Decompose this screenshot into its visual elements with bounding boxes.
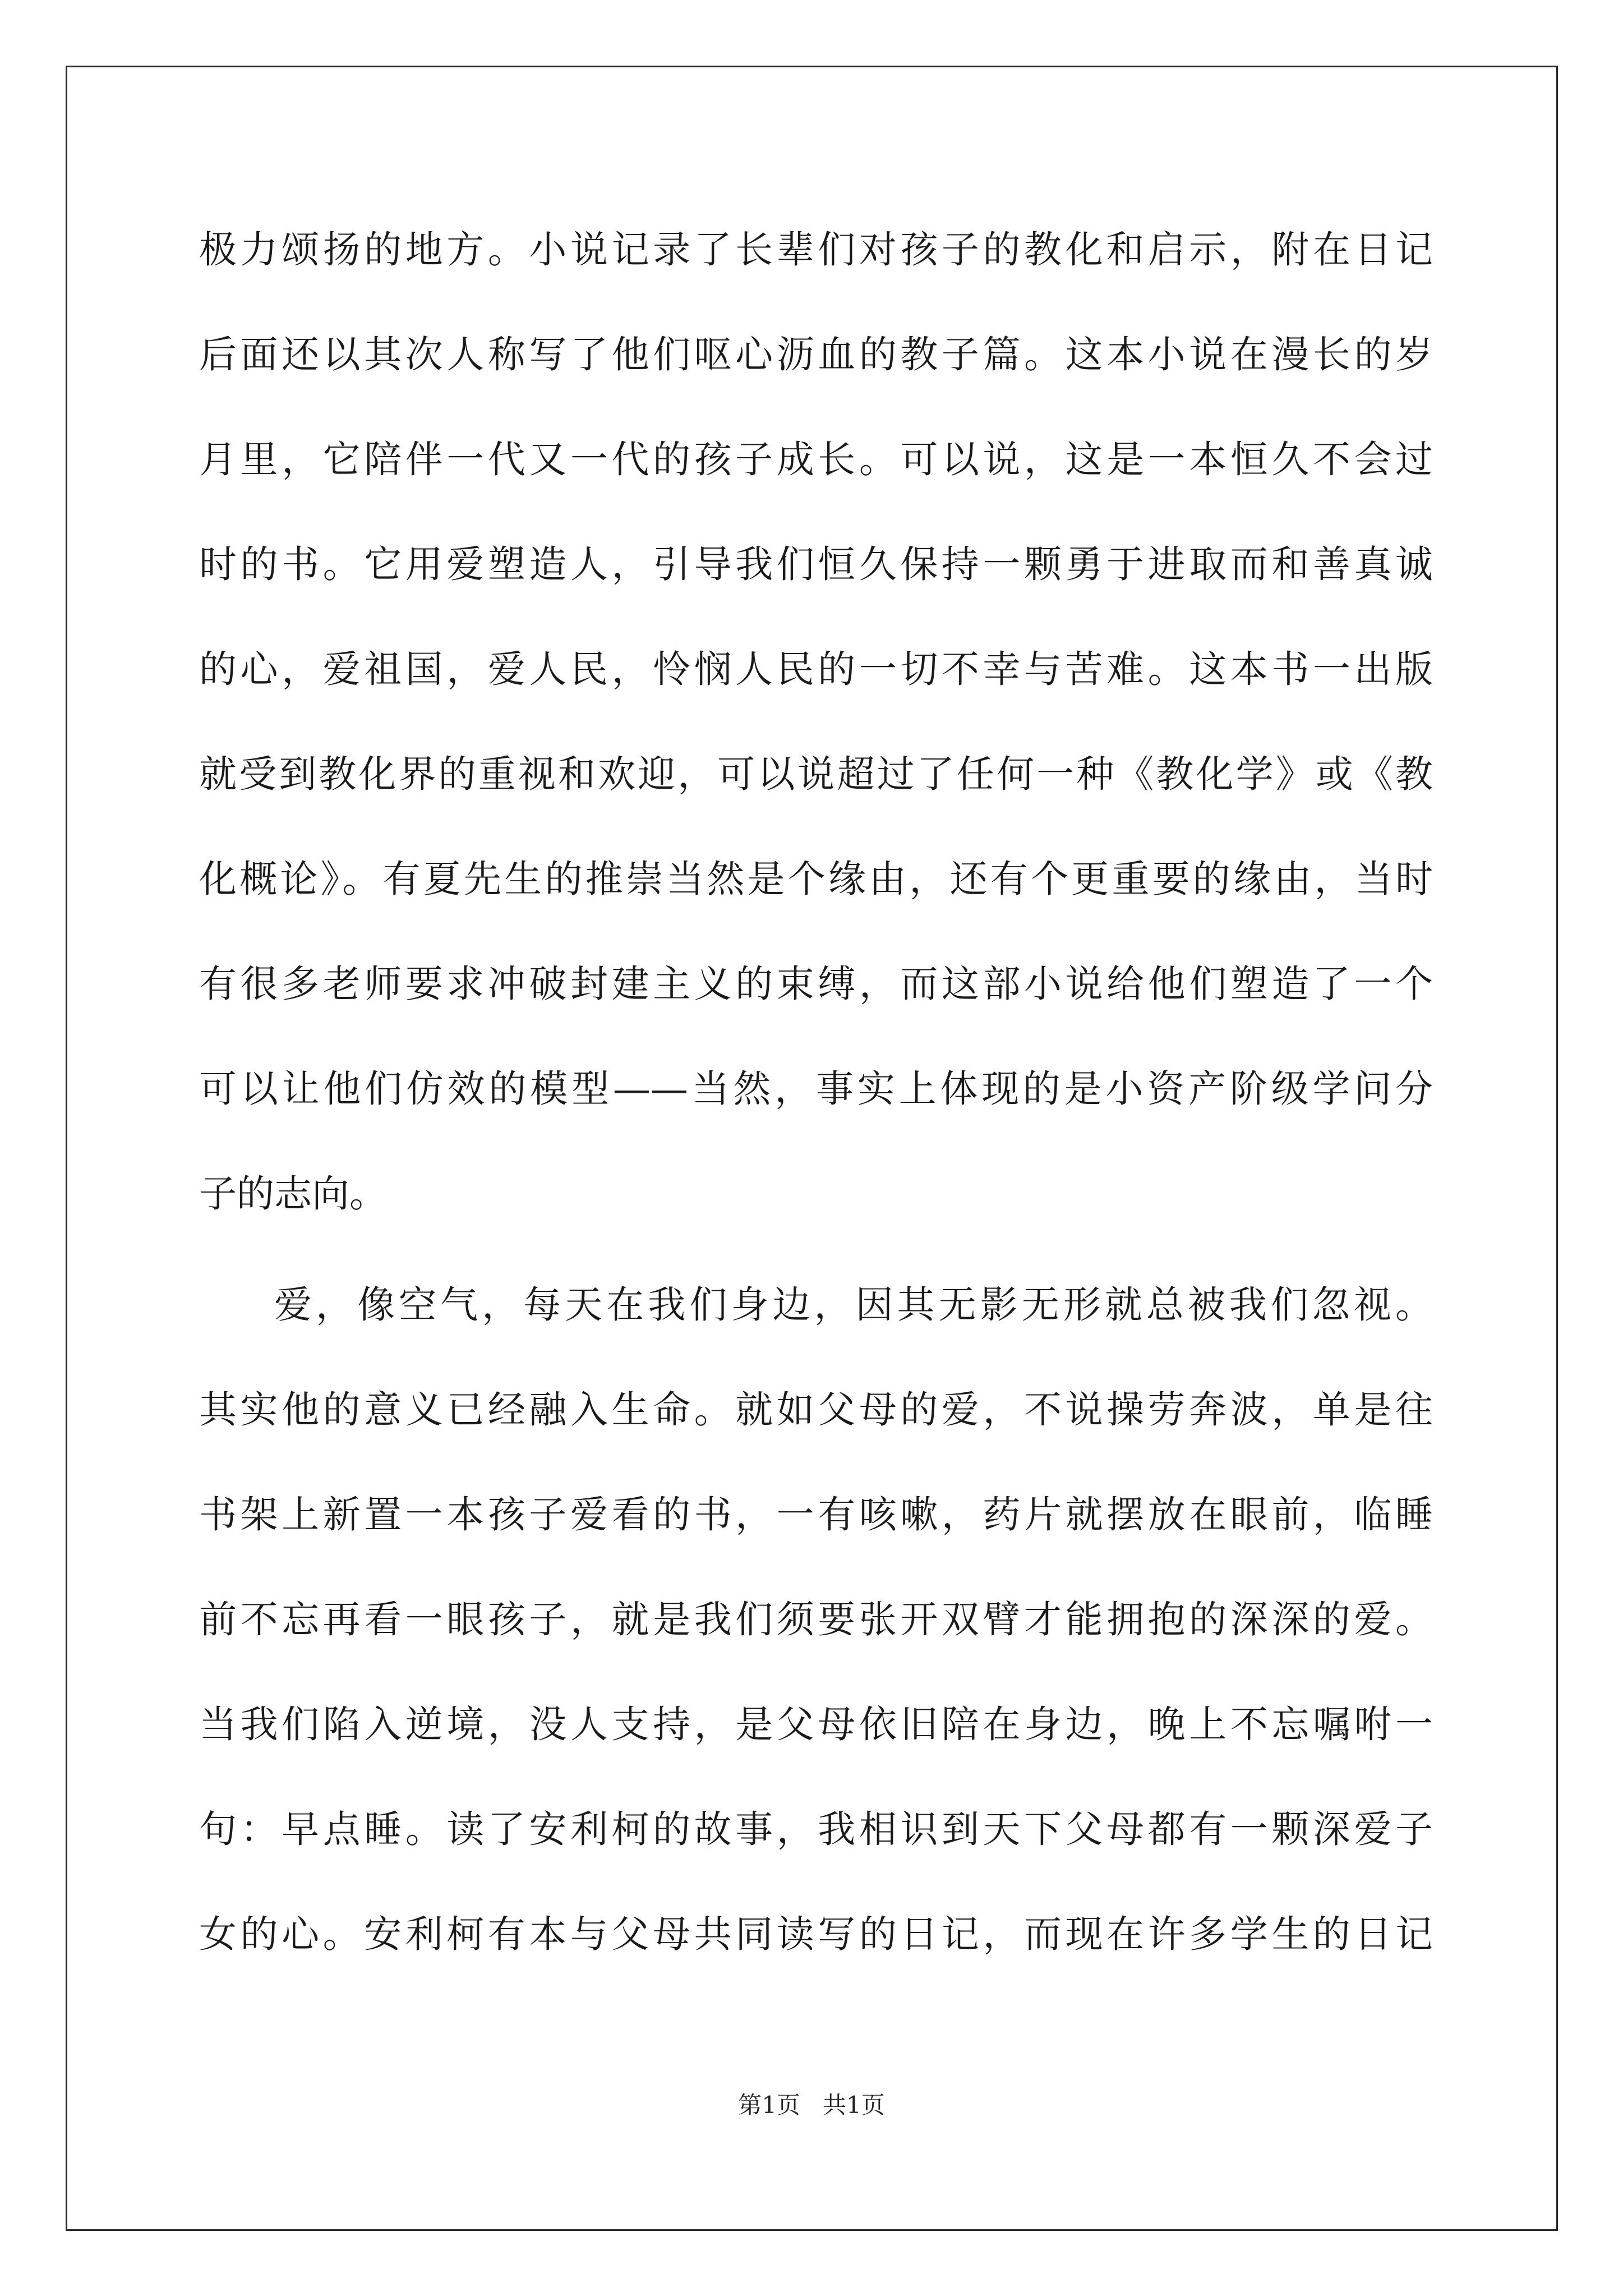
paragraph-2-line-2: 其实他的意义已经融入生命。就如父母的爱，不说操劳奔波，单是往 — [199, 1388, 1433, 1432]
paragraph-1-line-2: 后面还以其次人称写了他们呕心沥血的教子篇。这本小说在漫长的岁 — [199, 333, 1433, 376]
paragraph-1-line-8: 有很多老师要求冲破封建主义的束缚，而这部小说给他们塑造了一个 — [199, 962, 1433, 1006]
paragraph-2-line-6: 句：早点睡。读了安利柯的故事，我相识到天下父母都有一颗深爱子 — [199, 1807, 1433, 1851]
page-total: 共1页 — [823, 2091, 885, 2119]
document-body — [199, 216, 1433, 2005]
paragraph-1-line-10: 子的志向。 — [199, 1172, 387, 1216]
paragraph-1-line-4: 时的书。它用爱塑造人，引导我们恒久保持一颗勇于进取而和善真诚 — [199, 542, 1433, 586]
paragraph-2-line-4: 前不忘再看一眼孩子，就是我们须要张开双臂才能拥抱的深深的爱。 — [199, 1598, 1433, 1641]
paragraph-2-line-3: 书架上新置一本孩子爱看的书，一有咳嗽，药片就摆放在眼前，临睡 — [199, 1493, 1433, 1536]
paragraph-1-line-3: 月里，它陪伴一代又一代的孩子成长。可以说，这是一本恒久不会过 — [199, 438, 1433, 481]
paragraph-2-line-5: 当我们陷入逆境，没人支持，是父母依旧陪在身边，晚上不忘嘱咐一 — [199, 1703, 1433, 1746]
paragraph-1-line-1: 极力颂扬的地方。小说记录了长辈们对孩子的教化和启示，附在日记 — [199, 228, 1433, 272]
paragraph-1-line-5: 的心，爱祖国，爱人民，怜悯人民的一切不幸与苦难。这本书一出版 — [199, 647, 1433, 691]
paragraph-1-line-7: 化概论》。有夏先生的推崇当然是个缘由，还有个更重要的缘由，当时 — [199, 857, 1433, 901]
paragraph-gap — [199, 1265, 1433, 1271]
page-footer — [0, 2087, 1623, 2120]
paragraph-1-line-9: 可以让他们仿效的模型——当然，事实上体现的是小资产阶级学问分 — [199, 1067, 1433, 1111]
paragraph-2-line-7: 女的心。安利柯有本与父母共同读写的日记，而现在许多学生的日记 — [199, 1912, 1433, 1956]
page-number: 第1页 — [738, 2091, 800, 2119]
paragraph-2-line-1: 爱，像空气，每天在我们身边，因其无影无形就总被我们忽视。 — [274, 1283, 1433, 1327]
paragraph-1-line-6: 就受到教化界的重视和欢迎，可以说超过了任何一种《教化学》或《教 — [199, 752, 1433, 796]
